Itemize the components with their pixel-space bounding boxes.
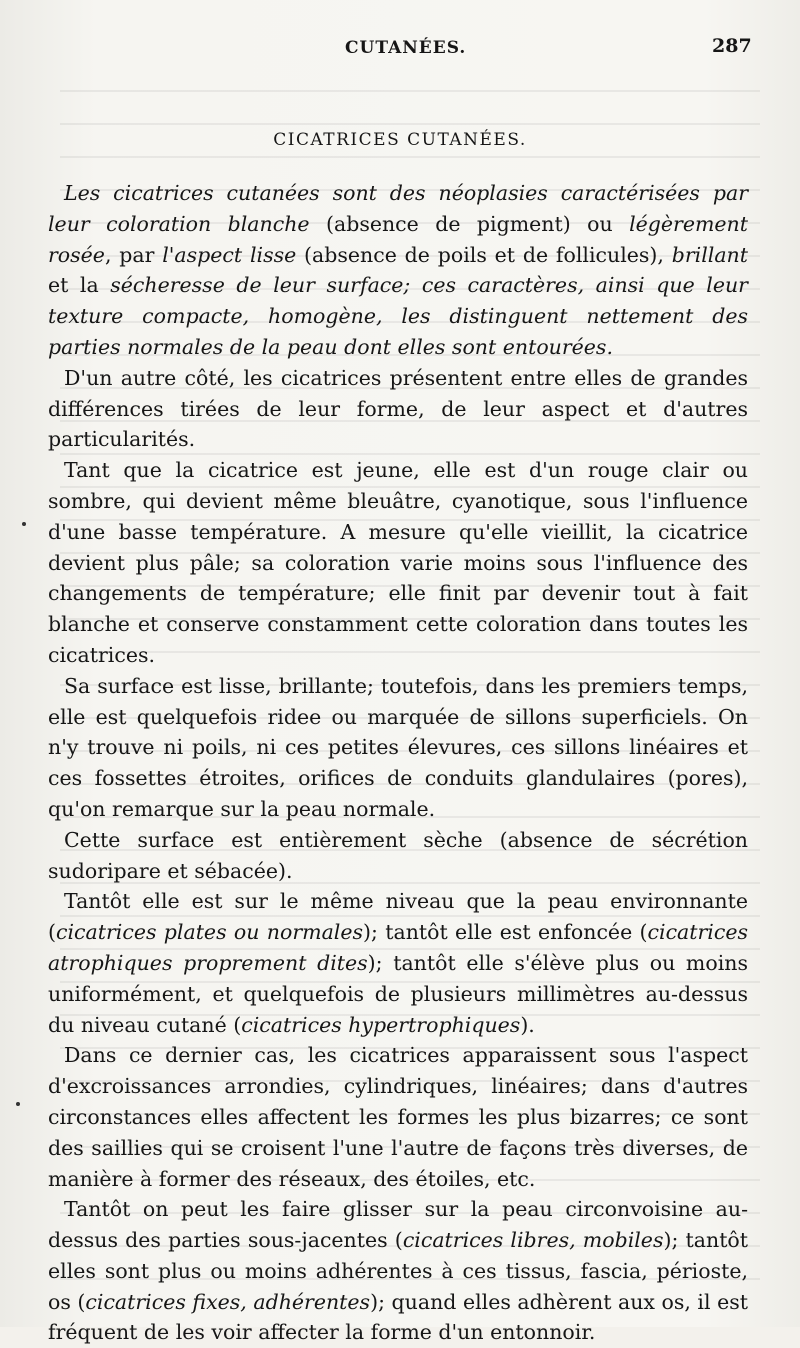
section-title: CICATRICES CUTANÉES. xyxy=(273,130,527,150)
paragraph xyxy=(48,363,748,455)
body-text xyxy=(48,178,748,1348)
italic-run: cicatrices libres, mobiles xyxy=(402,1228,664,1253)
text-run: Sa surface est lisse, brillante; toutefois, dans les premiers temps, elle est quelquefois ridee ou marquée de sillons superficiels. On n'y trouve ni poils, ni ces petites élevures, ces sillons linéaires et ces fossettes étroites, orifices de conduits glandulaires (pores), qu'on remarque sur la peau normale. xyxy=(48,673,748,821)
text-run: Tant que la cicatrice est jeune, elle est d'un rouge clair ou sombre, qui devient même bleuâtre, cyanotique, sous l'influence d'une basse température. A mesure qu'elle vieillit, la cicatrice devient plus pâle; sa coloration varie moins sous l'influence des changements de température; elle finit par devenir tout à fait blanche et conserve constamment cette coloration dans toutes les cicatrices. xyxy=(48,458,748,667)
paragraph xyxy=(48,455,748,671)
running-head xyxy=(0,35,800,68)
italic-run: sécheresse de leur surface; ces caractères, ainsi que leur texture compacte, homogène, les distinguent nettement des parties normales de la peau dont elles sont entourées. xyxy=(48,273,748,359)
paragraph xyxy=(48,825,748,887)
italic-run: légèrement rosée xyxy=(48,211,748,267)
text-run: Cette surface est entièrement sèche (absence de sécrétion sudoripare et sébacée). xyxy=(48,827,748,883)
text-run: et la xyxy=(48,273,111,298)
text-run: Tantôt elle est sur le même niveau que la peau environnante ( xyxy=(48,889,748,945)
text-run: Dans ce dernier cas, les cicatrices apparaissent sous l'aspect d'excroissances arrondies, cylindriques, linéaires; dans d'autres circonstances elles affectent les formes les plus bizarres; ce sont des saillies qui se croisent l'une l'autre de façons très diverses, de manière à former des réseaux, des étoiles, etc. xyxy=(48,1043,748,1191)
italic-run: cicatrices plates ou normales xyxy=(56,920,364,945)
text-run: ); quand elles adhèrent aux os, il est fréquent de les voir affecter la forme d'un entonnoir. xyxy=(48,1289,748,1345)
page-number: 287 xyxy=(712,35,752,57)
text-run: ). xyxy=(520,1012,535,1037)
text-run: ); tantôt elles sont plus ou moins adhérentes à ces tissus, fascia, périoste, os ( xyxy=(48,1228,749,1314)
text-run: ); tantôt elle est enfoncée ( xyxy=(363,920,648,945)
paragraph xyxy=(48,178,748,363)
text-run: ); tantôt elle s'élève plus ou moins uniformément, et quelquefois de plusieurs millimètres au-dessus du niveau cutané ( xyxy=(48,950,748,1037)
paragraph xyxy=(48,1040,748,1194)
text-run: , par xyxy=(104,242,163,267)
print-speck xyxy=(22,522,26,526)
italic-run: brillant xyxy=(671,242,748,267)
text-run: (absence de pigment) ou xyxy=(309,211,630,236)
paragraph xyxy=(48,1194,748,1348)
running-title: CUTANÉES. xyxy=(345,38,467,58)
paragraph xyxy=(48,886,748,1040)
text-run: (absence de poils et de follicules), xyxy=(296,242,672,267)
paragraph xyxy=(48,671,748,825)
print-speck xyxy=(16,1102,20,1106)
text-run: Tantôt on peut les faire glisser sur la peau circonvoisine au-dessus des parties sous-jacentes ( xyxy=(48,1197,748,1253)
italic-run: l'aspect lisse xyxy=(162,242,297,267)
text-run: D'un autre côté, les cicatrices présentent entre elles de grandes différences tirées de leur forme, de leur aspect et d'autres particularités. xyxy=(48,365,748,452)
italic-run: Les cicatrices cutanées sont des néoplasies caractérisées par leur coloration blanche xyxy=(48,181,748,236)
italic-run: cicatrices atrophiques proprement dites xyxy=(48,920,748,975)
italic-run: cicatrices hypertrophiques xyxy=(241,1012,521,1037)
italic-run: cicatrices fixes, adhérentes xyxy=(85,1289,371,1314)
